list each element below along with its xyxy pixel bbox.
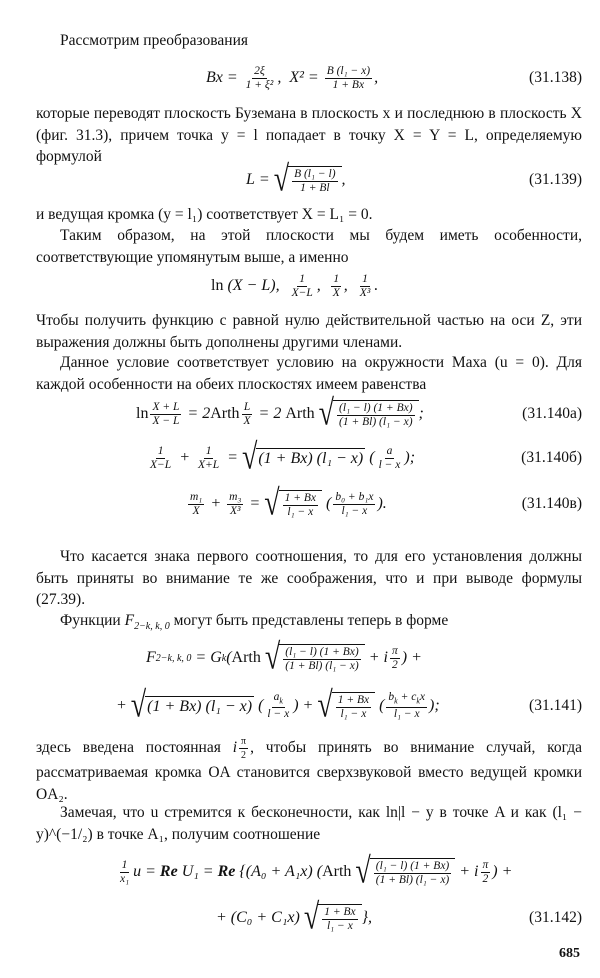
equation-31-142-line2	[36, 898, 582, 938]
equation-number: (31.139)	[529, 171, 582, 188]
formula-31-140a: ln X + L X − L = 2 Arth L X = 2 Arth √ (l₁ − l) (1 + Bx) (1 + Bl) (l₁ − x) ;	[136, 393, 424, 434]
formula-singularities: ln (X − L), 1 X−L , 1 X , 1 X³ .	[211, 272, 379, 299]
paragraph-sign: Что касается знака первого соотношения, то для его установления должны быть приняты во внимание те же соображения, что и при выводе формулы (27.39).	[36, 548, 582, 608]
paragraph-mach-circle: Данное условие соответствует условию на окружности Маха (u = 0). Для каждой особенности на обеих плоскостях имеем равенства	[36, 354, 582, 393]
paragraph-intro: Рассмотрим преобразования	[60, 32, 248, 49]
formula-31-142b: + (C₀ + C₁x) √ 1 + Bx l₁ − x },	[216, 897, 372, 938]
singularities-list	[36, 266, 582, 306]
formula-31-139: L = √ B (l₁ − l) 1 + Bl ,	[246, 159, 346, 200]
equation-31-140b	[36, 438, 582, 478]
equation-number: (31.142)	[529, 909, 582, 926]
equation-31-140v	[36, 484, 582, 524]
paragraph-functions: Функции $F_{2-k, k, 0}$ могут быть представлены теперь в форме	[60, 612, 449, 633]
equation-number: (31.141)	[529, 697, 582, 714]
formula-31-140v: m₁ X + m₃ X³ = √ 1 + Bx l₁ − x ( b₀ + b₁x l₁ − x ).	[190, 483, 387, 524]
text-functions: Функции	[60, 612, 121, 629]
equation-number: (31.140в)	[521, 495, 582, 512]
equation-31-140a	[36, 394, 582, 434]
formula-31-141a: F 2−k, k, 0 = G k ( Arth √ (l₁ − l) (1 + Bx) (1 + Bl) (l₁ − x) + i π 2 ) +	[146, 637, 422, 678]
equation-number: (31.140б)	[521, 449, 582, 466]
paragraph-leading-edge: и ведущая кромка (y = l₁) соответствует X = L₁ = 0.	[36, 206, 373, 223]
text-constant: здесь введена постоянная	[36, 739, 221, 757]
paragraph-constant: здесь введена постоянная i $\frac{\pi}{2}$ , чтобы принять во внимание случай, когда рассматриваемая кромка OA становится сверхзвуковой вместо ведущей кромки OA₂.	[36, 736, 583, 803]
formula-31-142a: 1 x₁ u = Re U₁ = Re {(A₀ + A₁x) ( Arth √ (l₁ − l) (1 + Bx) (1 + Bl) (l₁ − x) + i π 2 ) +	[120, 851, 513, 892]
text-functions-form: могут быть представлены теперь в форме	[173, 612, 449, 629]
paragraph-busemann: которые переводят плоскость Буземана в плоскость x и последнюю в плоскость X (фиг. 31.3), причем точка y = l попадает в точку X = Y = L, определяемую формулой	[36, 105, 582, 165]
formula-31-141b: + √ (1 + Bx) (l₁ − x) ( $a_k$ l − x ) + √ 1 + Bx l₁ − x ( $b_k + c_kx$ l₁ − x );	[116, 685, 440, 726]
equation-number: (31.138)	[529, 69, 582, 86]
equation-31-141-line1	[36, 638, 582, 678]
paragraph-real-part: Чтобы получить функцию с равной нулю действительной частью на оси Z, эти выражения должны быть дополнены другими членами.	[36, 312, 582, 351]
page-number: 685	[559, 946, 580, 961]
equation-number: (31.140а)	[522, 405, 582, 422]
formula-31-140b: 1 X−L + 1 X+L = √ (1 + Bx) (l₁ − x) ( a l − x );	[150, 437, 416, 478]
equation-31-139	[36, 160, 582, 200]
equation-31-142-line1	[36, 852, 582, 892]
paragraph-infinity: Замечая, что u стремится к бесконечности, как ln|l − y в точке A и как (l₁ − y)^(−1/₂) в точке A₁, получим соотношение	[36, 804, 582, 843]
equation-31-141-line2	[36, 686, 582, 726]
formula-31-138: Bx = 2ξ 1 + ξ² , X² = B (l₁ − x) 1 + Bx ,	[206, 64, 379, 91]
equation-31-138	[36, 58, 582, 98]
paragraph-singularities: Таким образом, на этой плоскости мы будем иметь особенности, соответствующие упомянутым выше, а именно	[36, 227, 582, 266]
text-supersonic-edge: , чтобы принять во внимание случай, когда рассматриваемая кромка OA становится сверхзвуковой вместо ведущей кромки OA₂.	[36, 739, 583, 803]
